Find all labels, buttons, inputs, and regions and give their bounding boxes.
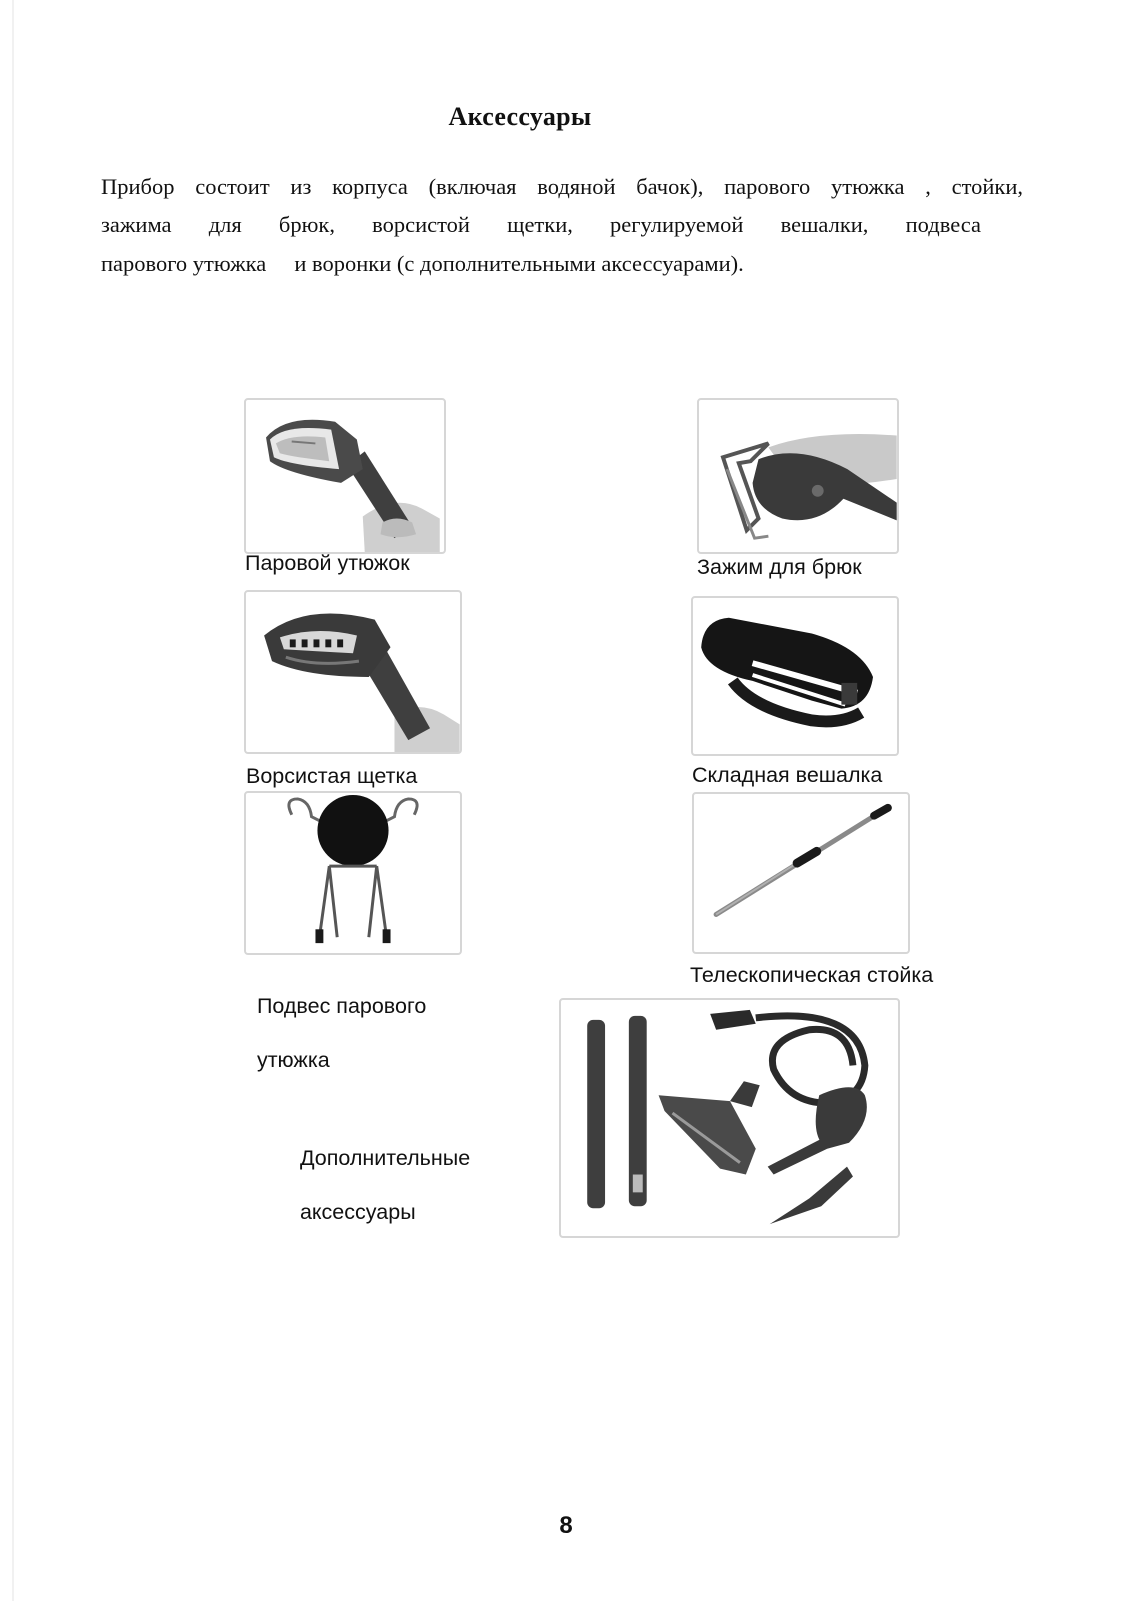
caption-extra-accessories-line-2: аксессуары [299, 1200, 416, 1224]
extra-accessories-photo [559, 998, 900, 1238]
caption-extra-accessories-line-1: Дополнительные [299, 1146, 471, 1170]
trouser-clip-photo [697, 398, 899, 554]
intro-line-1: Прибор состоит из корпуса (включая водяной бачок), парового утюжка , стойки, [101, 174, 1023, 199]
intro-line-3: парового утюжка и воронки (с дополнительными аксессуарами). [101, 251, 744, 276]
caption-trouser-clip: Зажим для брюк [697, 555, 862, 579]
iron-holder-photo [244, 791, 462, 955]
caption-folding-hanger: Складная вешалка [692, 763, 883, 787]
page-edge [12, 0, 14, 1601]
caption-extra-accessories [288, 1118, 470, 1226]
page-number: 8 [559, 1512, 573, 1539]
caption-steam-iron: Паровой утюжок [245, 551, 410, 575]
caption-iron-holder-line-2: утюжка [256, 1048, 330, 1072]
caption-iron-holder [245, 966, 426, 1074]
steam-iron-photo [244, 398, 446, 554]
page-title: Аксессуары [448, 102, 592, 131]
folding-hanger-photo [691, 596, 899, 756]
bristle-brush-photo [244, 590, 462, 754]
intro-line-2: зажима для брюк, ворсистой щетки, регулируемой вешалки, подвеса [101, 212, 981, 237]
caption-bristle-brush: Ворсистая щетка [246, 764, 418, 788]
caption-iron-holder-line-1: Подвес парового [256, 994, 427, 1018]
caption-telescopic-pole: Телескопическая стойка [690, 963, 934, 987]
telescopic-pole-photo [692, 792, 910, 954]
